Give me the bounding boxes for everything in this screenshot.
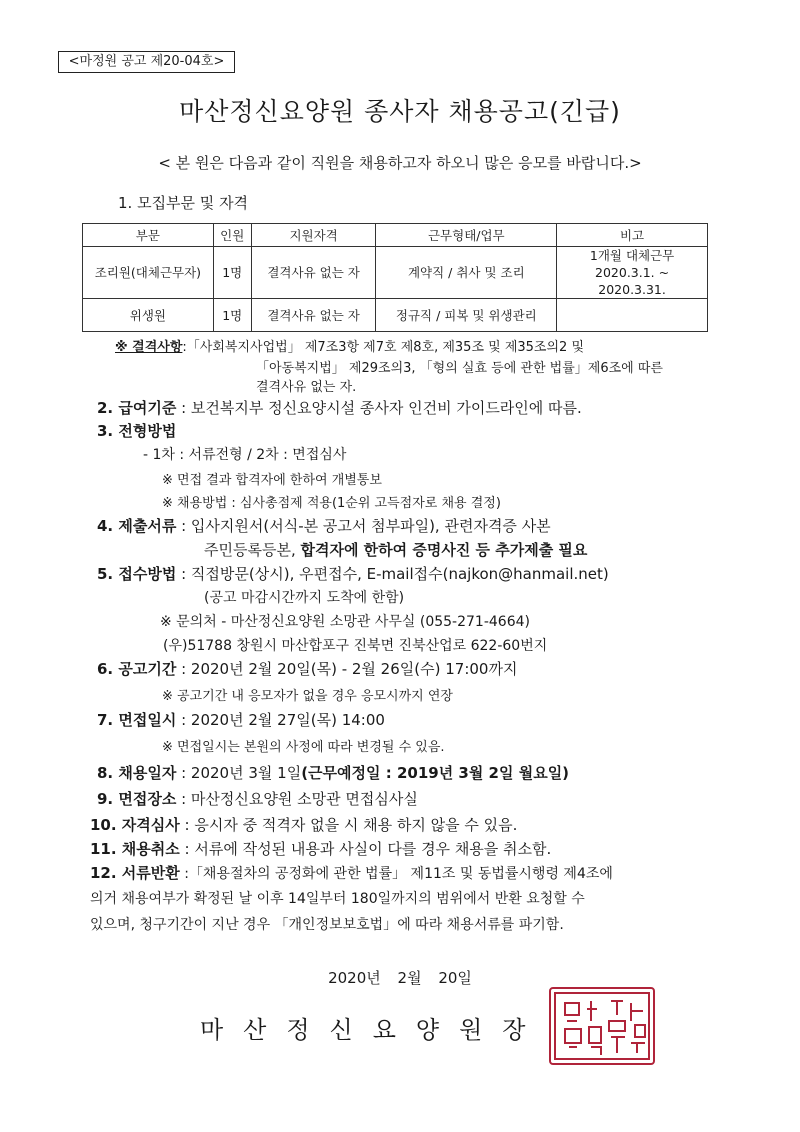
item-docs (97, 515, 551, 536)
item-interview (97, 709, 385, 730)
disqualification-line-1: :「사회복지사업법」 제7조3항 제7호 제8호, 제35조 및 제35조의2 및 (182, 340, 585, 355)
header-department: 부문 (83, 224, 214, 247)
table-header-row (83, 224, 708, 247)
item-selection-label: 3. 전형방법 (97, 422, 177, 440)
item-hire-text-b: (근무예정일 : 2019년 3월 2일 월요일) (301, 764, 570, 782)
item-selection-note-1: ※ 면접 결과 합격자에 한하여 개별통보 (162, 473, 382, 488)
item-hire-label: 8. 채용일자 (97, 764, 177, 782)
header-work-type: 근무형태/업무 (376, 224, 557, 247)
item-cancel-text: : 서류에 작성된 내용과 사실이 다를 경우 채용을 취소함. (184, 840, 552, 858)
cell-remarks (557, 247, 708, 299)
item-interview-label: 7. 면접일시 (97, 711, 177, 729)
item-place-label: 9. 면접장소 (97, 790, 177, 808)
item-review-label: 10. 자격심사 (90, 816, 180, 834)
official-seal-stamp (547, 985, 657, 1067)
notice-number: <마정원 공고 제20-04호> (58, 51, 235, 73)
item-pay (97, 397, 582, 418)
section-1-heading: 1. 모집부문 및 자격 (118, 194, 249, 212)
cell-department: 위생원 (83, 299, 214, 332)
item-review-text: : 응시자 중 적격자 없을 시 채용 하지 않을 수 있음. (184, 816, 518, 834)
disqualification-label: ※ 결격사항 (115, 340, 183, 355)
item-return-text-1: :「채용절차의 공정화에 관한 법률」 제11조 및 동법률시행령 제4조에 (184, 866, 613, 882)
recruitment-table (82, 223, 708, 332)
header-headcount: 인원 (213, 224, 251, 247)
header-remarks: 비고 (557, 224, 708, 247)
item-return-text-2: 의거 채용여부가 확정된 날 이후 14일부터 180일까지의 범위에서 반환 요청할 수 (90, 891, 585, 907)
remark-line-2: 2020.3.1. ~ 2020.3.31. (595, 265, 670, 297)
item-return (90, 862, 613, 883)
cell-work-type: 정규직 / 피복 및 위생관리 (376, 299, 557, 332)
item-docs-label: 4. 제출서류 (97, 517, 177, 535)
item-docs-text-1: : 입사지원서(서식-본 공고서 첨부파일), 관련자격증 사본 (181, 517, 551, 535)
page-title: 마산정신요양원 종사자 채용공고(긴급) (179, 97, 621, 126)
item-cancel (90, 838, 551, 859)
item-apply-label: 5. 접수방법 (97, 565, 177, 583)
item-place (97, 788, 418, 809)
signer-name: 마산정신요양원장 (200, 1016, 546, 1044)
remark-line-1: 1개월 대체근무 (589, 248, 675, 263)
item-period-label: 6. 공고기간 (97, 660, 177, 678)
item-interview-note: ※ 면접일시는 본원의 사정에 따라 변경될 수 있음. (162, 740, 445, 755)
item-pay-label: 2. 급여기준 (97, 399, 177, 417)
item-apply-text-2: (공고 마감시간까지 도착에 한함) (204, 590, 405, 606)
item-selection-step: - 1차 : 서류전형 / 2차 : 면접심사 (143, 447, 347, 463)
table-row (83, 299, 708, 332)
disqualification-line-3: 결격사유 없는 자. (256, 380, 357, 395)
cell-qualification: 결격사유 없는 자 (251, 299, 376, 332)
item-cancel-label: 11. 채용취소 (90, 840, 180, 858)
item-period-note: ※ 공고기간 내 응모자가 없을 경우 응모시까지 연장 (162, 689, 453, 704)
item-review (90, 814, 517, 835)
item-place-text: : 마산정신요양원 소망관 면접심사실 (181, 790, 418, 808)
disqualification-line-2: 「아동복지법」 제29조의3, 「형의 실효 등에 관한 법률」제6조에 따른 (256, 361, 663, 376)
cell-headcount: 1명 (213, 299, 251, 332)
announcement-date: 2020년 2월 20일 (328, 969, 472, 987)
item-docs-line-2 (204, 539, 587, 560)
cell-work-type: 계약직 / 취사 및 조리 (376, 247, 557, 299)
contact-info: ※ 문의처 - 마산정신요양원 소망관 사무실 (055-271-4664) (160, 614, 530, 630)
cell-remarks (557, 299, 708, 332)
item-return-label: 12. 서류반환 (90, 864, 180, 882)
item-docs-text-2b: 합격자에 한하여 증명사진 등 추가제출 필요 (300, 541, 588, 559)
item-period-text: : 2020년 2월 20일(목) - 2월 26일(수) 17:00까지 (181, 660, 518, 678)
cell-qualification: 결격사유 없는 자 (251, 247, 376, 299)
item-hire (97, 762, 569, 783)
header-qualification: 지원자격 (251, 224, 376, 247)
item-period (97, 658, 517, 679)
item-selection-note-2: ※ 채용방법 : 심사총점제 적용(1순위 고득점자로 채용 결정) (162, 496, 501, 511)
table-row (83, 247, 708, 299)
address-info: (우)51788 창원시 마산합포구 진북면 진북산업로 622-60번지 (163, 638, 548, 654)
item-apply-text-1: : 직접방문(상시), 우편접수, E-mail접수(najkon@hanmail.net) (181, 565, 609, 583)
item-hire-text-a: : 2020년 3월 1일 (181, 764, 302, 782)
item-pay-text: : 보건복지부 정신요양시설 종사자 인건비 가이드라인에 따름. (181, 399, 582, 417)
cell-department: 조리원(대체근무자) (83, 247, 214, 299)
item-interview-text: : 2020년 2월 27일(목) 14:00 (181, 711, 385, 729)
item-apply (97, 563, 609, 584)
item-return-text-3: 있으며, 청구기간이 지난 경우 「개인정보보호법」에 따라 채용서류를 파기함. (90, 917, 564, 933)
cell-headcount: 1명 (213, 247, 251, 299)
intro-text: < 본 원은 다음과 같이 직원을 채용하고자 하오니 많은 응모를 바랍니다.> (158, 154, 642, 172)
item-docs-text-2a: 주민등록등본, (204, 541, 301, 559)
